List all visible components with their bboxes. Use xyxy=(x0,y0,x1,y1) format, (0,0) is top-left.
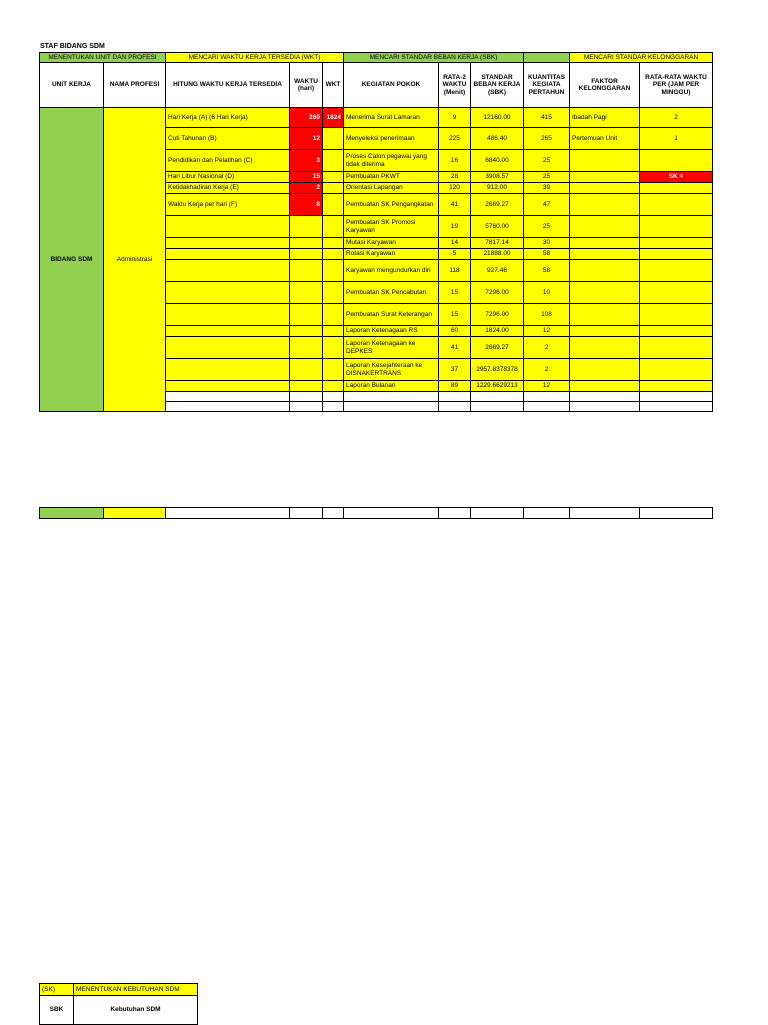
hitung-cell[interactable] xyxy=(166,337,290,359)
cell[interactable] xyxy=(439,402,471,412)
sbk-cell[interactable]: 21888.00 xyxy=(471,249,524,260)
hitung-cell[interactable]: Hari Kerja (A) (6 Hari Kerja) xyxy=(166,108,290,128)
kegiatan-cell[interactable]: Laporan Kesejahteraan ke DISNAKERTRANS xyxy=(344,359,439,381)
kuantitas-cell[interactable]: 10 xyxy=(524,282,570,304)
rata-cell[interactable]: 225 xyxy=(439,128,471,150)
cell[interactable] xyxy=(344,508,439,519)
kegiatan-cell[interactable]: Pembuatan Surat Keterangan xyxy=(344,304,439,326)
extra-row xyxy=(40,508,713,519)
rata-cell[interactable]: 5 xyxy=(439,249,471,260)
wkt-cell[interactable] xyxy=(323,359,344,381)
hari-cell[interactable]: 8 xyxy=(290,194,323,216)
wkt-cell[interactable] xyxy=(323,128,344,150)
kegiatan-cell[interactable]: Laporan Bulanan xyxy=(344,381,439,392)
kuantitas-cell[interactable]: 2 xyxy=(524,337,570,359)
hitung-cell[interactable] xyxy=(166,326,290,337)
rata-cell[interactable]: 16 xyxy=(439,150,471,172)
col-hitung-wkt[interactable]: HITUNG WAKTU KERJA TERSEDIA xyxy=(166,63,290,108)
sbk-cell[interactable]: 6840.00 xyxy=(471,150,524,172)
hari-cell[interactable] xyxy=(290,304,323,326)
wkt-cell[interactable] xyxy=(323,216,344,238)
rata-cell[interactable]: 89 xyxy=(439,381,471,392)
sbk-cell[interactable]: 486.40 xyxy=(471,128,524,150)
hari-cell[interactable] xyxy=(290,359,323,381)
hitung-cell[interactable] xyxy=(166,260,290,282)
rata-jam-cell[interactable] xyxy=(640,194,713,216)
table-row xyxy=(40,108,713,128)
sk-header[interactable]: (SK) xyxy=(40,984,74,996)
wkt-cell[interactable] xyxy=(323,304,344,326)
cell[interactable] xyxy=(323,402,344,412)
kegiatan-cell[interactable]: Pembuatan SK Pencabutan xyxy=(344,282,439,304)
kuantitas-cell[interactable]: 47 xyxy=(524,194,570,216)
kuantitas-cell[interactable]: 12 xyxy=(524,326,570,337)
rata-jam-cell[interactable] xyxy=(640,216,713,238)
kegiatan-cell[interactable]: Pembuatan SK Promosi Karyawan xyxy=(344,216,439,238)
rata-jam-cell[interactable]: 2 xyxy=(640,108,713,128)
cell[interactable] xyxy=(570,402,640,412)
sbk-cell[interactable]: 912.00 xyxy=(471,183,524,194)
kegiatan-cell[interactable]: Mutasi Karyawan xyxy=(344,238,439,249)
rata-jam-cell[interactable] xyxy=(640,260,713,282)
kegiatan-cell[interactable]: Rotasi Karyawan xyxy=(344,249,439,260)
hari-cell[interactable]: 2 xyxy=(290,183,323,194)
hitung-cell[interactable]: Waktu Kerja per hari (F) xyxy=(166,194,290,216)
cell[interactable] xyxy=(323,392,344,402)
kegiatan-cell[interactable]: Menyeleksi penerimaan xyxy=(344,128,439,150)
kuantitas-cell[interactable]: 12 xyxy=(524,381,570,392)
section-unit-profesi[interactable]: MENENTUKAN UNIT DAN PROFESI xyxy=(40,53,166,63)
section-kelonggaran[interactable]: MENCARI STANDAR KELONGGARAN xyxy=(570,53,713,63)
faktor-cell[interactable] xyxy=(570,326,640,337)
hari-cell[interactable] xyxy=(290,238,323,249)
kegiatan-cell[interactable]: Pembuatan PKWT xyxy=(344,172,439,183)
wkt-cell[interactable] xyxy=(323,172,344,183)
main-table xyxy=(39,52,713,412)
faktor-cell[interactable] xyxy=(570,238,640,249)
cell[interactable] xyxy=(640,402,713,412)
cell[interactable] xyxy=(40,508,104,519)
section-sbk[interactable]: MENCARI STANDAR BEBAN KERJA (SBK) xyxy=(344,53,524,63)
cell[interactable] xyxy=(471,508,524,519)
rata-cell[interactable]: 41 xyxy=(439,194,471,216)
kegiatan-cell[interactable]: Karyawan mengundurkan diri xyxy=(344,260,439,282)
cell[interactable] xyxy=(439,508,471,519)
faktor-cell[interactable] xyxy=(570,359,640,381)
faktor-cell[interactable] xyxy=(570,150,640,172)
kegiatan-cell[interactable]: Laporan Ketenagaan ke DEPKES xyxy=(344,337,439,359)
col-rata-waktu[interactable]: RATA-2 WAKTU (Menit) xyxy=(439,63,471,108)
sbk-label[interactable]: SBK xyxy=(40,996,74,1025)
faktor-cell[interactable]: Pertemuan Unit xyxy=(570,128,640,150)
cell[interactable] xyxy=(104,508,166,519)
kuantitas-cell[interactable]: 25 xyxy=(524,150,570,172)
kegiatan-cell[interactable]: Proses Calon pegawai yang tidak diterima xyxy=(344,150,439,172)
cell[interactable] xyxy=(166,508,290,519)
rata-jam-cell[interactable] xyxy=(640,359,713,381)
hitung-cell[interactable] xyxy=(166,304,290,326)
cell[interactable] xyxy=(344,402,439,412)
col-unit-kerja[interactable]: UNIT KERJA xyxy=(40,63,104,108)
cell[interactable] xyxy=(323,508,344,519)
sbk-cell[interactable]: 2957.8378378 xyxy=(471,359,524,381)
rata-cell[interactable]: 14 xyxy=(439,238,471,249)
kuantitas-cell[interactable]: 265 xyxy=(524,128,570,150)
faktor-cell[interactable] xyxy=(570,249,640,260)
cell[interactable] xyxy=(290,402,323,412)
cell[interactable] xyxy=(471,402,524,412)
hari-cell[interactable] xyxy=(290,282,323,304)
wkt-cell[interactable] xyxy=(323,260,344,282)
rata-cell[interactable]: 19 xyxy=(439,216,471,238)
kuantitas-cell[interactable]: 58 xyxy=(524,249,570,260)
wkt-cell[interactable] xyxy=(323,183,344,194)
rata-jam-cell[interactable] xyxy=(640,249,713,260)
hari-cell[interactable] xyxy=(290,260,323,282)
cell[interactable] xyxy=(290,392,323,402)
rata-jam-cell[interactable] xyxy=(640,381,713,392)
column-header-row xyxy=(40,63,713,108)
col-rata-jam[interactable]: RATA-RATA WAKTU PER (JAM PER MINGGU) xyxy=(640,63,713,108)
kegiatan-cell[interactable]: Laporan Ketenagaan RS xyxy=(344,326,439,337)
faktor-cell[interactable] xyxy=(570,260,640,282)
rata-cell[interactable]: 15 xyxy=(439,304,471,326)
kuantitas-cell[interactable]: 39 xyxy=(524,183,570,194)
wkt-cell[interactable] xyxy=(323,194,344,216)
faktor-cell[interactable] xyxy=(570,172,640,183)
rata-cell[interactable]: 41 xyxy=(439,337,471,359)
sbk-cell[interactable]: 2669.27 xyxy=(471,194,524,216)
hitung-cell[interactable] xyxy=(166,282,290,304)
col-kuantitas[interactable]: KUANTITAS KEGIATA PERTAHUN xyxy=(524,63,570,108)
cell[interactable] xyxy=(439,392,471,402)
wkt-cell[interactable] xyxy=(323,238,344,249)
hitung-cell[interactable]: Pendidikan dan Pelatihan (C) xyxy=(166,150,290,172)
rata-cell[interactable]: 28 xyxy=(439,172,471,183)
kegiatan-cell[interactable]: Pembuatan SK Pengangkatan xyxy=(344,194,439,216)
sk-cell[interactable]: SK = xyxy=(640,172,713,183)
rata-jam-cell[interactable] xyxy=(640,326,713,337)
cell[interactable] xyxy=(524,508,570,519)
cell[interactable] xyxy=(524,392,570,402)
col-waktu-hari[interactable]: WAKTU (hari) xyxy=(290,63,323,108)
cell[interactable] xyxy=(570,508,640,519)
cell[interactable] xyxy=(290,508,323,519)
hari-cell[interactable]: 15 xyxy=(290,172,323,183)
wkt-cell[interactable] xyxy=(323,381,344,392)
kuantitas-cell[interactable]: 30 xyxy=(524,238,570,249)
hitung-cell[interactable] xyxy=(166,381,290,392)
unit-kerja-cell[interactable]: BIDANG SDM xyxy=(40,108,104,412)
kuantitas-cell[interactable]: 2 xyxy=(524,359,570,381)
wkt-cell[interactable]: 1824 xyxy=(323,108,344,128)
kebutuhan-table xyxy=(39,983,198,1025)
wkt-cell[interactable] xyxy=(323,326,344,337)
cell[interactable] xyxy=(640,392,713,402)
hitung-cell[interactable] xyxy=(166,359,290,381)
sbk-cell[interactable]: 2669.27 xyxy=(471,337,524,359)
col-faktor[interactable]: FAKTOR KELONGGARAN xyxy=(570,63,640,108)
cell[interactable] xyxy=(344,392,439,402)
hari-cell[interactable] xyxy=(290,249,323,260)
kuantitas-cell[interactable]: 415 xyxy=(524,108,570,128)
kuantitas-cell[interactable]: 58 xyxy=(524,260,570,282)
sbk-cell[interactable]: 7296.00 xyxy=(471,304,524,326)
faktor-cell[interactable] xyxy=(570,282,640,304)
rata-jam-cell[interactable] xyxy=(640,183,713,194)
kegiatan-cell[interactable]: Menerima Surat Lamaran xyxy=(344,108,439,128)
cell[interactable] xyxy=(524,402,570,412)
kuantitas-cell[interactable]: 108 xyxy=(524,304,570,326)
hari-cell[interactable] xyxy=(290,337,323,359)
faktor-cell[interactable] xyxy=(570,183,640,194)
col-standar-beban[interactable]: STANDAR BEBAN KERJA (SBK) xyxy=(471,63,524,108)
sbk-cell[interactable]: 1824.00 xyxy=(471,326,524,337)
hitung-cell[interactable]: Ketidakhadiran Kerja (E) xyxy=(166,183,290,194)
rata-jam-cell[interactable] xyxy=(640,150,713,172)
cell[interactable] xyxy=(640,508,713,519)
sbk-cell[interactable]: 1229.6629213 xyxy=(471,381,524,392)
cell[interactable] xyxy=(471,392,524,402)
rata-cell[interactable]: 37 xyxy=(439,359,471,381)
wkt-cell[interactable] xyxy=(323,337,344,359)
hari-cell[interactable]: 260 xyxy=(290,108,323,128)
cell[interactable] xyxy=(166,392,290,402)
nama-profesi-cell[interactable]: Administrasi xyxy=(104,108,166,412)
hari-cell[interactable]: 12 xyxy=(290,128,323,150)
sbk-cell[interactable]: 12160.00 xyxy=(471,108,524,128)
faktor-cell[interactable] xyxy=(570,194,640,216)
kuantitas-cell[interactable]: 25 xyxy=(524,172,570,183)
kebutuhan-header[interactable]: MENENTUKAN KEBUTUHAN SDM xyxy=(74,984,198,996)
sbk-cell[interactable]: 927.46 xyxy=(471,260,524,282)
sbk-cell[interactable]: 7817.14 xyxy=(471,238,524,249)
kuantitas-cell[interactable]: 25 xyxy=(524,216,570,238)
section-blank[interactable] xyxy=(524,53,570,63)
rata-jam-cell[interactable] xyxy=(640,337,713,359)
sbk-cell[interactable]: 5760.00 xyxy=(471,216,524,238)
rata-cell[interactable]: 9 xyxy=(439,108,471,128)
wkt-cell[interactable] xyxy=(323,282,344,304)
rata-cell[interactable]: 120 xyxy=(439,183,471,194)
faktor-cell[interactable] xyxy=(570,337,640,359)
rata-cell[interactable]: 118 xyxy=(439,260,471,282)
hitung-cell[interactable]: Cuti Tahunan (B) xyxy=(166,128,290,150)
kebutuhan-label[interactable]: Kebutuhan SDM xyxy=(74,996,198,1025)
rata-jam-cell[interactable] xyxy=(640,238,713,249)
col-kegiatan-pokok[interactable]: KEGIATAN POKOK xyxy=(344,63,439,108)
cell[interactable] xyxy=(166,402,290,412)
rata-cell[interactable]: 60 xyxy=(439,326,471,337)
wkt-cell[interactable] xyxy=(323,150,344,172)
rata-jam-cell[interactable] xyxy=(640,282,713,304)
hari-cell[interactable]: 3 xyxy=(290,150,323,172)
hari-cell[interactable] xyxy=(290,326,323,337)
rata-jam-cell[interactable] xyxy=(640,304,713,326)
faktor-cell[interactable] xyxy=(570,381,640,392)
rata-jam-cell[interactable]: 1 xyxy=(640,128,713,150)
hitung-cell[interactable]: Hari Libur Nasional (D) xyxy=(166,172,290,183)
sbk-cell[interactable]: 3908.57 xyxy=(471,172,524,183)
rata-cell[interactable]: 15 xyxy=(439,282,471,304)
section-wkt[interactable]: MENCARI WAKTU KERJA TERSEDIA (WKT) xyxy=(166,53,344,63)
wkt-cell[interactable] xyxy=(323,249,344,260)
col-wkt[interactable]: WKT xyxy=(323,63,344,108)
hitung-cell[interactable] xyxy=(166,249,290,260)
col-nama-profesi[interactable]: NAMA PROFESI xyxy=(104,63,166,108)
cell[interactable] xyxy=(570,392,640,402)
faktor-cell[interactable] xyxy=(570,216,640,238)
hari-cell[interactable] xyxy=(290,381,323,392)
hitung-cell[interactable] xyxy=(166,238,290,249)
sbk-cell[interactable]: 7296.00 xyxy=(471,282,524,304)
extra-row-table xyxy=(39,507,713,519)
faktor-cell[interactable] xyxy=(570,304,640,326)
kegiatan-cell[interactable]: Orientasi Lapangan xyxy=(344,183,439,194)
sheet-title: STAF BIDANG SDM xyxy=(40,43,105,50)
hitung-cell[interactable] xyxy=(166,216,290,238)
section-header-row xyxy=(40,53,713,63)
hari-cell[interactable] xyxy=(290,216,323,238)
faktor-cell[interactable]: Ibadah Pagi xyxy=(570,108,640,128)
